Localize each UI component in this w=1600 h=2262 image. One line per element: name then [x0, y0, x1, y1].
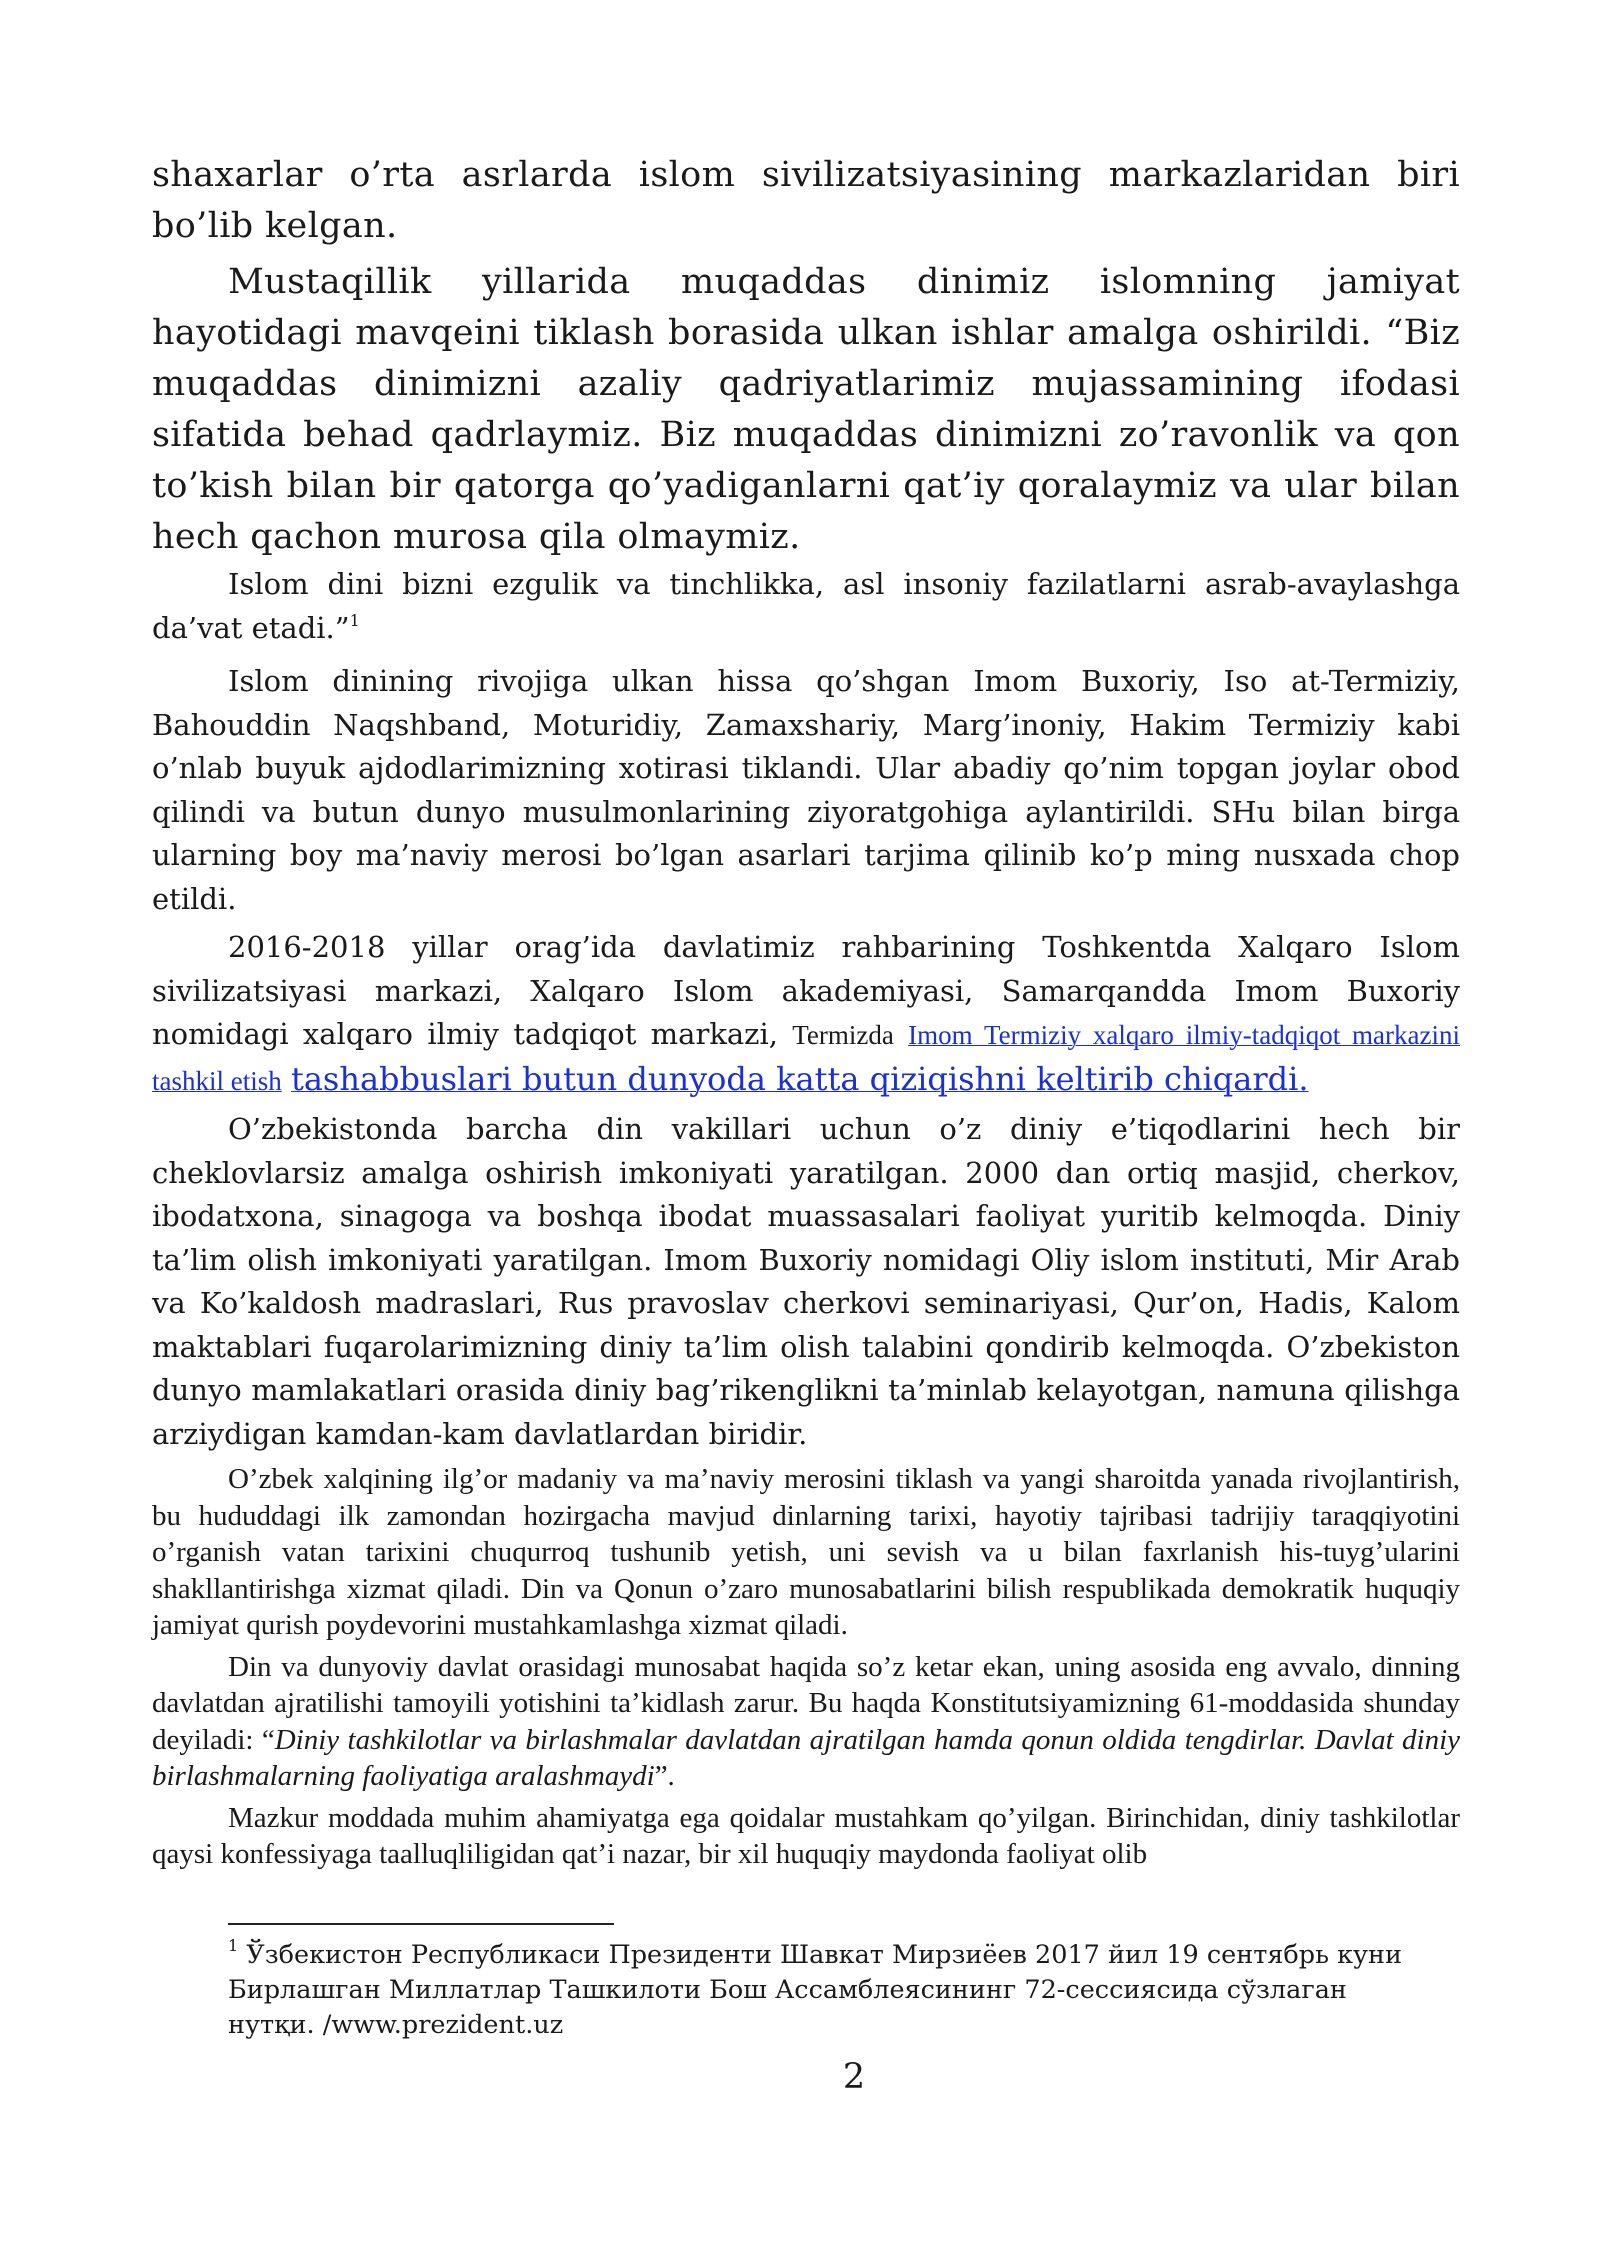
paragraph-6: O’zbekistonda barcha din vakillari uchun o’z diniy e’tiqodlarini hech bir cheklovlarsiz amalga oshirish imkoniyati yaratilgan. 2000 dan ortiq masjid, cherkov, ibodatxona, sinagoga va boshqa ibodat muassasalari faoliyat yuritib kelmoqda. Diniy ta’lim olish imkoniyati yaratilgan. Imom Buxoriy nomidagi Oliy islom instituti, Mir Arab va Ko’kaldosh madraslari, Rus pravoslav cherkovi seminariyasi, Qur’on, Hadis, Kalom maktablari fuqarolarimizning diniy ta’lim olish talabini qondirib kelmoqda. O’zbekiston dunyo mamlakatlari orasida diniy bag’rikenglikni ta’minlab kelayotgan, namuna qilishga arziydigan kamdan-kam davlatlardan biridir.: [152, 1112, 1460, 1451]
page-body: [152, 150, 1460, 1873]
paragraph-5-text: 2016-2018 yillar orag’ida davlatimiz rahbarining Toshkentda Xalqaro Islom sivilizatsiyasi markazi, Xalqaro Islom akademiyasi, Samarqandda Imom Buxoriy nomidagi xalqaro ilmiy tadqiqot markazi,: [152, 930, 1460, 1051]
footnote-number: 1: [228, 1936, 239, 1955]
paragraph-1: shaxarlar o’rta asrlarda islom sivilizatsiyasining markazlaridan biri bo’lib kelgan.: [152, 155, 1460, 246]
paragraph-4: Islom dinining rivojiga ulkan hissa qo’shgan Imom Buxoriy, Iso at-Termiziy, Bahouddin Naqshband, Moturidiy, Zamaxshariy, Marg’inoniy, Hakim Termiziy kabi o’nlab buyuk ajdodlarimizning xotirasi tiklandi. Ular abadiy qo’nim topgan joylar obod qilindi va butun dunyo musulmonlarining ziyoratgohiga aylantirildi. SHu bilan birga ularning boy ma’naviy merosi bo’lgan asarlari tarjima qilinib ko’p ming nusxada chop etildi.: [152, 664, 1460, 916]
paragraph-3-text: Islom dini bizni ezgulik va tinchlikka, asl insoniy fazilatlarni asrab-avaylashga da’vat etadi.”: [152, 567, 1460, 645]
paragraph-5-termizda: Termizda: [792, 1020, 894, 1050]
footnote-ref[interactable]: 1: [349, 610, 360, 630]
page-number: 2: [842, 2057, 866, 2097]
paragraph-8: [152, 1649, 1460, 1795]
paragraph-8-end: ”.: [654, 1760, 675, 1792]
imom-termiziy-link[interactable]: Imom Termiziy xalqaro ilmiy-tadqiqot markazini tashkil etish: [152, 1020, 1460, 1096]
paragraph-8-text: Din va dunyoviy davlat orasidagi munosabat haqida so’z ketar ekan, uning asosida eng avvalo, dinning davlatdan ajratilishi tamoyili yotishini ta’kidlash zarur. Bu haqda Konstitutsiyamizning 61-moddasida shunday deyiladi: “: [152, 1650, 1460, 1756]
constitution-quote: Diniy tashkilotlar va birlashmalar davlatdan ajratilgan hamda qonun oldida tengdirlar. Davlat diniy birlashmalarning faoliyatiga aralashmaydi: [152, 1723, 1461, 1792]
footnote-text: Ўзбекистон Республикаси Президенти Шавкат Мирзиёев 2017 йил 19 сентябрь куни Бирлашган Миллатлар Ташкилоти Бош Ассамблеясининг 72-сессиясида сўзлаган нутқи. /www.prezident.uz: [228, 1940, 1403, 2040]
initiatives-link[interactable]: tashabbuslari butun dunyoda katta qiziqishni keltirib chiqardi.: [290, 1059, 1309, 1098]
paragraph-7: O’zbek xalqining ilg’or madaniy va ma’naviy merosini tiklash va yangi sharoitda yanada rivojlantirish, bu hududdagi ilk zamondan hozirgacha mavjud dinlarning tarixi, hayotiy tajribasi tadrijiy taraqqiyotini o’rganish vatan tarixini chuqurroq tushunib yetish, uni sevish va u bilan faxrlanish his-tuyg’ularini shakllantirishga xizmat qiladi. Din va Qonun o’zaro munosabatlarini bilish respublikada demokratik huquqiy jamiyat qurish poydevorini mustahkamlashga xizmat qiladi.: [152, 1463, 1460, 1641]
footnote: [228, 1938, 1408, 2043]
paragraph-9: Mazkur moddada muhim ahamiyatga ega qoidalar mustahkam qo’yilgan. Birinchidan, diniy tashkilotlar qaysi konfessiyaga taalluqliligidan qat’i nazar, bir xil huquqiy maydonda faoliyat olib: [152, 1801, 1460, 1870]
paragraph-3: [152, 563, 1460, 650]
paragraph-2: Mustaqillik yillarida muqaddas dinimiz islomning jamiyat hayotidagi mavqeini tiklash borasida ulkan ishlar amalga oshirildi. “Biz muqaddas dinimizni azaliy qadriyatlarimiz mujassamining ifodasi sifatida behad qadrlaymiz. Biz muqaddas dinimizni zo’ravonlik va qon to’kish bilan bir qatorga qo’yadiganlarni qat’iy qoralaymiz va ular bilan hech qachon murosa qila olmaymiz.: [152, 262, 1460, 557]
footnote-divider: [228, 1923, 614, 1925]
paragraph-5: [152, 926, 1460, 1103]
